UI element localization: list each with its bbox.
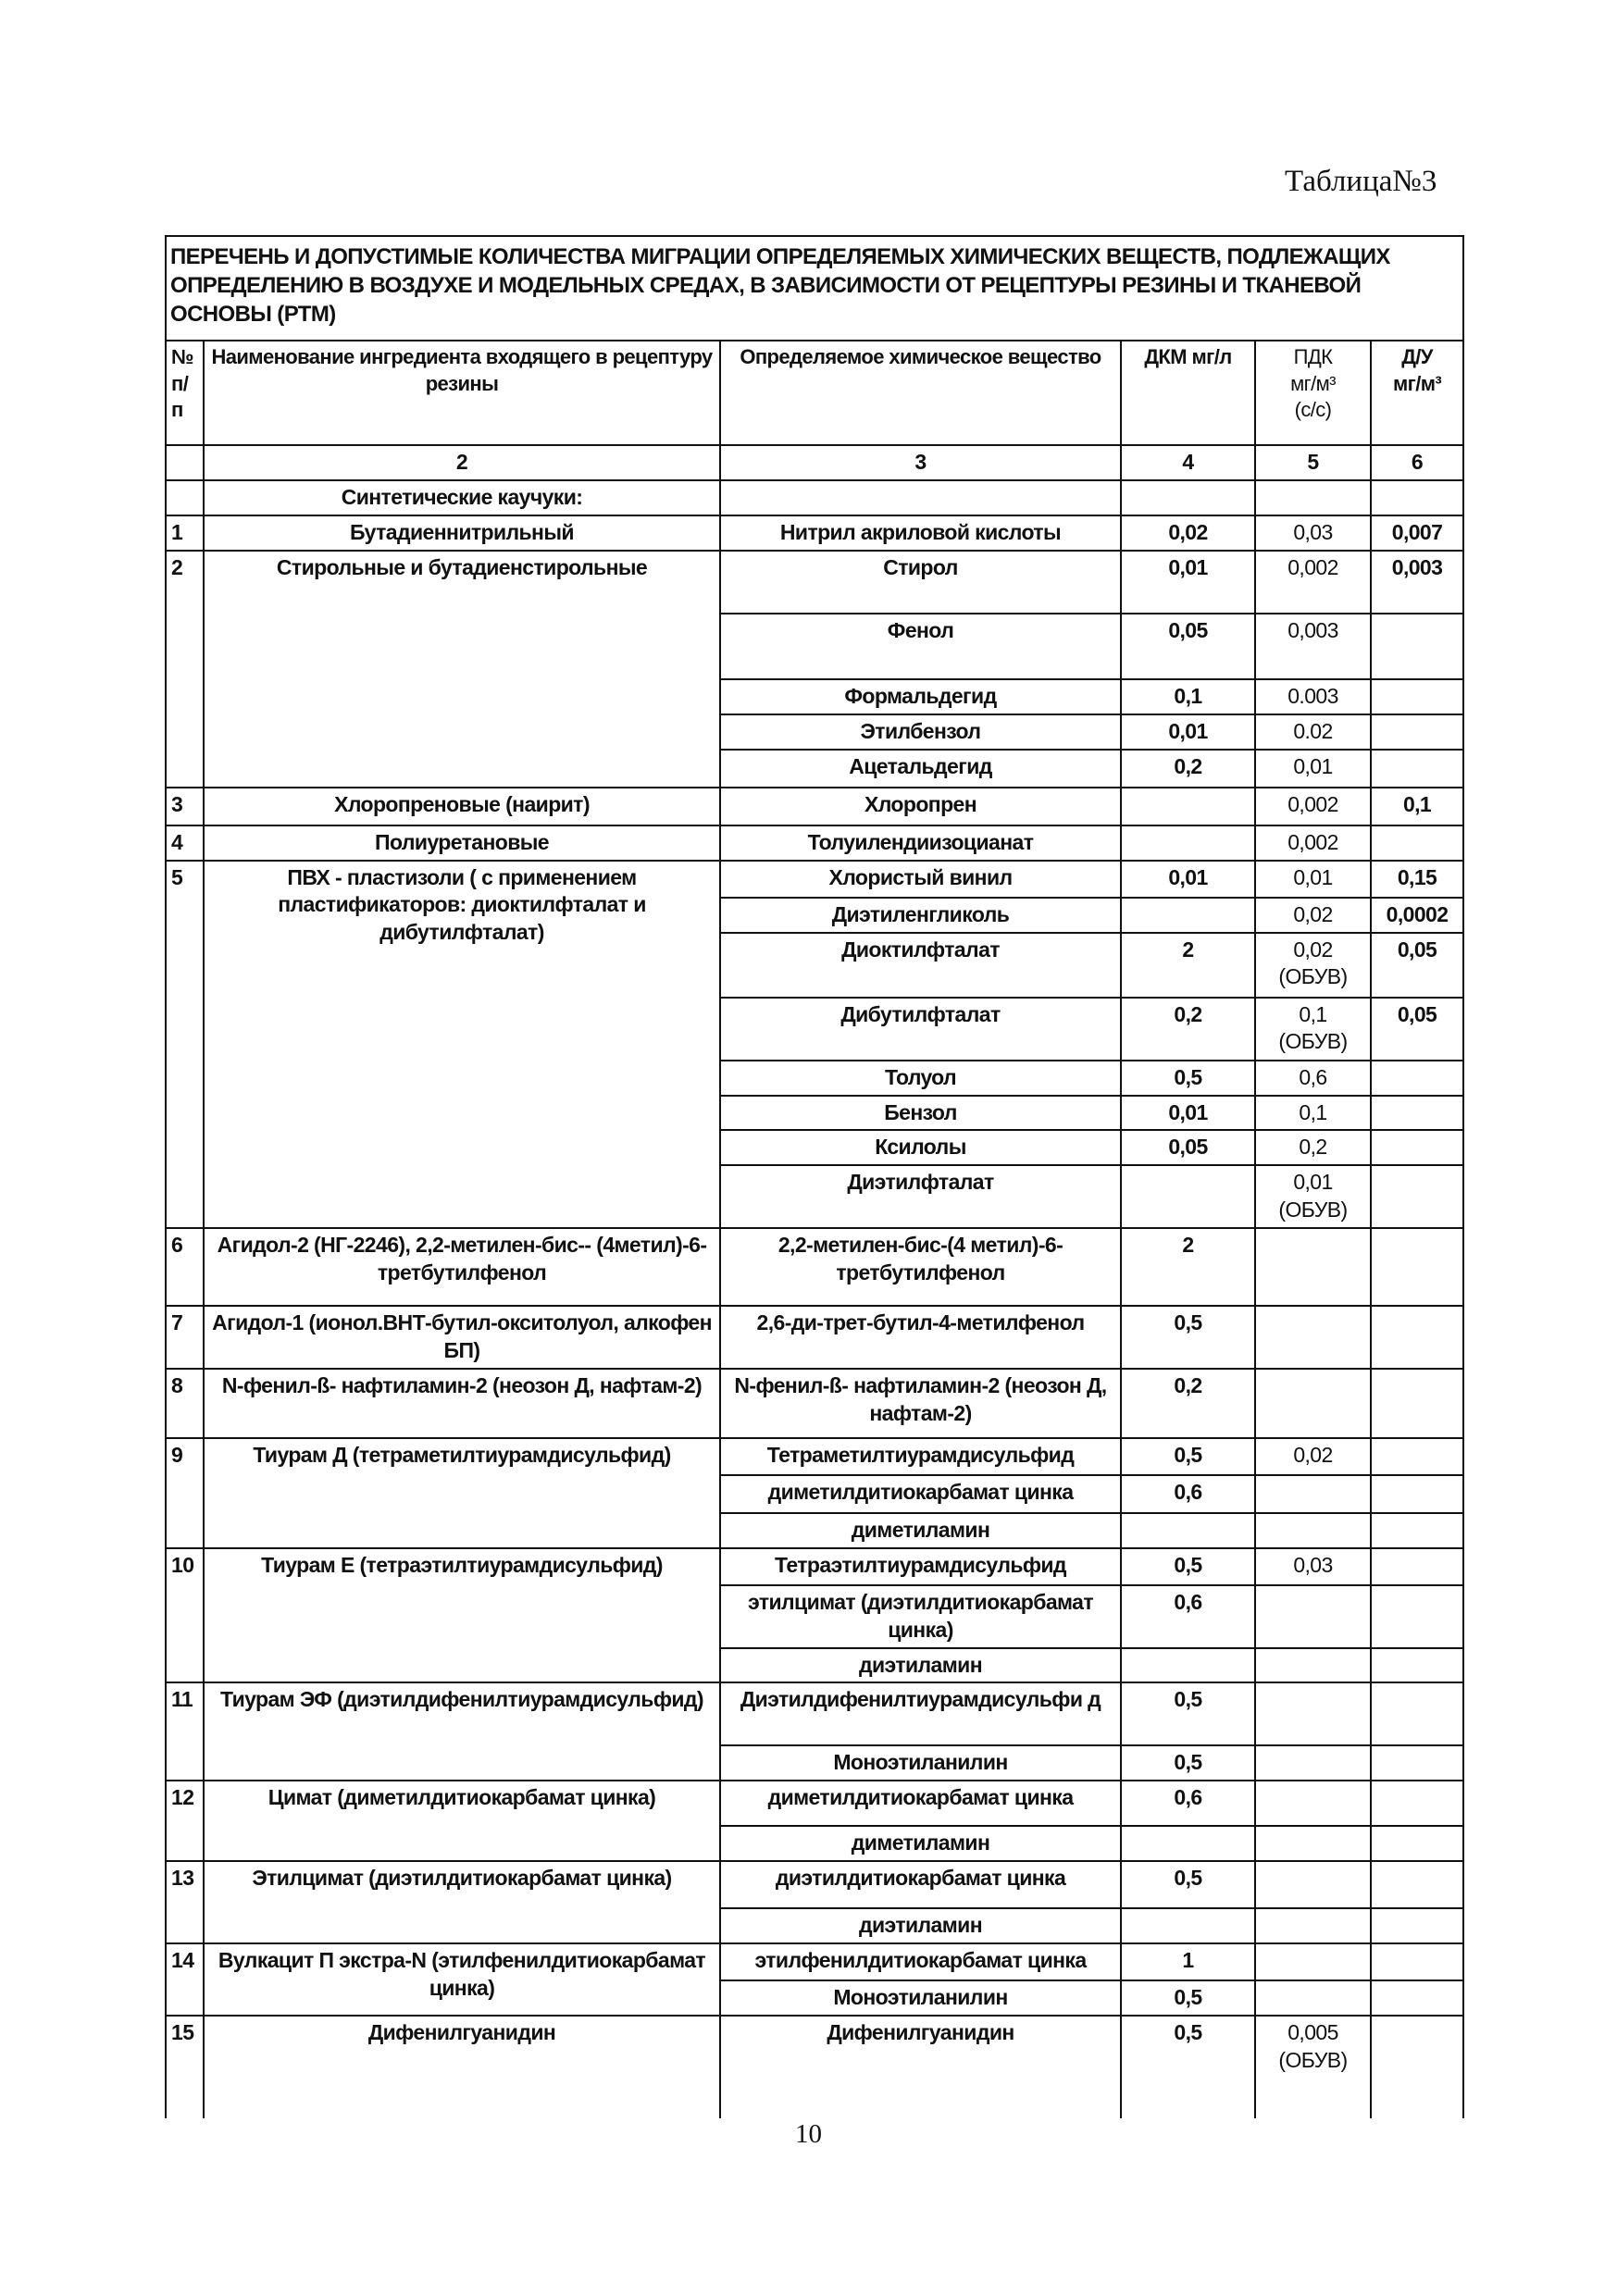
section-label: Синтетические каучуки: xyxy=(204,480,720,515)
substance: Моноэтиланилин xyxy=(720,1745,1121,1781)
du-value xyxy=(1371,1745,1463,1781)
substance: N-фенил-ß- нафтиламин-2 (неозон Д, нафтам-2) xyxy=(720,1369,1121,1438)
pdk-value: 0,6 xyxy=(1255,1061,1371,1096)
pdk-value: 0,03 xyxy=(1255,515,1371,551)
pdk-value xyxy=(1255,1513,1371,1548)
header-pdk: ПДК мг/м³ (с/с) xyxy=(1255,341,1371,445)
row-number: 9 xyxy=(166,1438,204,1548)
dkm-value: 0,5 xyxy=(1121,1745,1255,1781)
pdk-value: 0,01 (ОБУВ) xyxy=(1255,1165,1371,1228)
dkm-value: 0,1 xyxy=(1121,679,1255,714)
pdk-value xyxy=(1255,1648,1371,1683)
table-row xyxy=(166,1369,1463,1438)
du-value xyxy=(1371,1165,1463,1228)
dkm-value: 0,02 xyxy=(1121,515,1255,551)
section-number xyxy=(166,480,204,515)
dkm-value: 2 xyxy=(1121,933,1255,998)
dkm-value xyxy=(1121,1648,1255,1683)
table-row xyxy=(166,515,1463,551)
du-value xyxy=(1371,1585,1463,1648)
dkm-value: 0,5 xyxy=(1121,1306,1255,1369)
substance: Тетраметилтиурамдисульфид xyxy=(720,1438,1121,1475)
substance: диметиламин xyxy=(720,1513,1121,1548)
row-number: 15 xyxy=(166,2016,204,2118)
table-row xyxy=(166,1548,1463,1585)
dkm-value: 0,01 xyxy=(1121,551,1255,614)
migration-table xyxy=(165,235,1464,2118)
dkm-value: 0,2 xyxy=(1121,1369,1255,1438)
substance: диметиламин xyxy=(720,1826,1121,1861)
substance: Бензол xyxy=(720,1096,1121,1131)
dkm-value xyxy=(1121,788,1255,825)
header-substance: Определяемое химическое вещество xyxy=(720,341,1121,445)
row-number: 14 xyxy=(166,1943,204,2016)
ingredient-name: Агидол-2 (НГ-2246), 2,2-метилен-бис-- (4метил)-6-третбутилфенол xyxy=(204,1228,720,1306)
header-ingredient: Наименование ингредиента входящего в рецептуру резины xyxy=(204,341,720,445)
substance: Толуилендиизоцианат xyxy=(720,825,1121,861)
pdk-value xyxy=(1255,1861,1371,1908)
substance: Ацетальдегид xyxy=(720,750,1121,788)
row-number: 1 xyxy=(166,515,204,551)
dkm-value: 0,2 xyxy=(1121,750,1255,788)
dkm-value xyxy=(1121,1908,1255,1943)
substance: Ксилолы xyxy=(720,1130,1121,1165)
table-label: Таблица№3 xyxy=(1285,165,1437,198)
pdk-value: 0.02 xyxy=(1255,714,1371,750)
du-value xyxy=(1371,1861,1463,1908)
pdk-value: 0,2 xyxy=(1255,1130,1371,1165)
pdk-value xyxy=(1255,1228,1371,1306)
dkm-value: 0,5 xyxy=(1121,1980,1255,2016)
dkm-value: 0,5 xyxy=(1121,1438,1255,1475)
substance: Хлористый винил xyxy=(720,861,1121,898)
du-value xyxy=(1371,1130,1463,1165)
pdk-value: 0.003 xyxy=(1255,679,1371,714)
du-value: 0,1 xyxy=(1371,788,1463,825)
du-value xyxy=(1371,1826,1463,1861)
table-row xyxy=(166,1861,1463,1908)
pdk-value: 0,02 xyxy=(1255,1438,1371,1475)
row-number: 13 xyxy=(166,1861,204,1943)
dkm-value: 0,05 xyxy=(1121,1130,1255,1165)
row-number: 11 xyxy=(166,1682,204,1781)
table-title: ПЕРЕЧЕНЬ И ДОПУСТИМЫЕ КОЛИЧЕСТВА МИГРАЦИИ ОПРЕДЕЛЯЕМЫХ ХИМИЧЕСКИХ ВЕЩЕСТВ, ПОДЛЕЖАЩИХ ОПРЕДЕЛЕНИЮ В ВОЗДУХЕ И МОДЕЛЬНЫХ СРЕДАХ, В ЗАВИСИМОСТИ ОТ РЕЦЕПТУРЫ РЕЗИНЫ И ТКАНЕВОЙ ОСНОВЫ (РТМ) xyxy=(166,236,1463,341)
row-number: 2 xyxy=(166,551,204,788)
table-row xyxy=(166,1306,1463,1369)
substance: диметилдитиокарбамат цинка xyxy=(720,1781,1121,1826)
dkm-value xyxy=(1121,898,1255,933)
ingredient-name: Дифенилгуанидин xyxy=(204,2016,720,2118)
pdk-value xyxy=(1255,1908,1371,1943)
du-value xyxy=(1371,714,1463,750)
pdk-value: 0,002 xyxy=(1255,788,1371,825)
dkm-value: 0,6 xyxy=(1121,1475,1255,1513)
dkm-value: 0,5 xyxy=(1121,1861,1255,1908)
table-row xyxy=(166,1228,1463,1306)
empty-cell xyxy=(1121,480,1255,515)
table-row xyxy=(166,1781,1463,1826)
ingredient-name: Агидол-1 (ионол.ВНТ-бутил-окситолуол, алкофен БП) xyxy=(204,1306,720,1369)
col-number-2: 2 xyxy=(204,445,720,480)
substance: Стирол xyxy=(720,551,1121,614)
pdk-value xyxy=(1255,1980,1371,2016)
dkm-value xyxy=(1121,1165,1255,1228)
dkm-value: 0,01 xyxy=(1121,714,1255,750)
substance: этилцимат (диэтилдитиокарбамат цинка) xyxy=(720,1585,1121,1648)
substance: Фенол xyxy=(720,614,1121,679)
substance: Нитрил акриловой кислоты xyxy=(720,515,1121,551)
substance: Дибутилфталат xyxy=(720,998,1121,1061)
substance: Диэтилдифенилтиурамдисульфи д xyxy=(720,1682,1121,1745)
du-value: 0,0002 xyxy=(1371,898,1463,933)
substance: Диэтиленгликоль xyxy=(720,898,1121,933)
table-row xyxy=(166,825,1463,861)
pdk-value: 0,003 xyxy=(1255,614,1371,679)
du-value xyxy=(1371,1513,1463,1548)
ingredient-name: N-фенил-ß- нафтиламин-2 (неозон Д, нафтам-2) xyxy=(204,1369,720,1438)
row-number: 7 xyxy=(166,1306,204,1369)
du-value xyxy=(1371,1306,1463,1369)
col-number-3: 3 xyxy=(720,445,1121,480)
dkm-value xyxy=(1121,825,1255,861)
substance: Этилбензол xyxy=(720,714,1121,750)
substance: диметилдитиокарбамат цинка xyxy=(720,1475,1121,1513)
row-number: 12 xyxy=(166,1781,204,1861)
table-row xyxy=(166,1438,1463,1475)
dkm-value: 0,2 xyxy=(1121,998,1255,1061)
row-number: 6 xyxy=(166,1228,204,1306)
du-value xyxy=(1371,1648,1463,1683)
du-value xyxy=(1371,1781,1463,1826)
du-value xyxy=(1371,1943,1463,1980)
du-value xyxy=(1371,1096,1463,1131)
pdk-value xyxy=(1255,1781,1371,1826)
du-value xyxy=(1371,1908,1463,1943)
table-row xyxy=(166,861,1463,898)
substance: Диоктилфталат xyxy=(720,933,1121,998)
du-value xyxy=(1371,1438,1463,1475)
ingredient-name: Хлоропреновые (наирит) xyxy=(204,788,720,825)
row-number: 10 xyxy=(166,1548,204,1683)
du-value: 0,05 xyxy=(1371,998,1463,1061)
pdk-value: 0,01 xyxy=(1255,861,1371,898)
header-du: Д/У мг/м³ xyxy=(1371,341,1463,445)
du-value: 0,003 xyxy=(1371,551,1463,614)
pdk-value: 0,002 xyxy=(1255,551,1371,614)
ingredient-name: Стирольные и бутадиенстирольные xyxy=(204,551,720,788)
du-value xyxy=(1371,2016,1463,2118)
ingredient-name: Тиурам ЭФ (диэтилдифенилтиурамдисульфид) xyxy=(204,1682,720,1781)
header-dkm: ДКМ мг/л xyxy=(1121,341,1255,445)
du-value xyxy=(1371,1682,1463,1745)
col-number-5: 5 xyxy=(1255,445,1371,480)
col-number-6: 6 xyxy=(1371,445,1463,480)
ingredient-name: Цимат (диметилдитиокарбамат цинка) xyxy=(204,1781,720,1861)
pdk-value xyxy=(1255,1826,1371,1861)
empty-cell xyxy=(1255,480,1371,515)
table-row xyxy=(166,788,1463,825)
du-value xyxy=(1371,1548,1463,1585)
table-row xyxy=(166,1943,1463,1980)
pdk-value: 0,1 (ОБУВ) xyxy=(1255,998,1371,1061)
dkm-value: 2 xyxy=(1121,1228,1255,1306)
substance: Дифенилгуанидин xyxy=(720,2016,1121,2118)
dkm-value: 0,6 xyxy=(1121,1585,1255,1648)
substance: диэтиламин xyxy=(720,1648,1121,1683)
header-number: № п/ п xyxy=(166,341,204,445)
substance: 2,2-метилен-бис-(4 метил)-6-третбутилфенол xyxy=(720,1228,1121,1306)
dkm-value: 0,01 xyxy=(1121,861,1255,898)
substance: диэтиламин xyxy=(720,1908,1121,1943)
pdk-value: 0,002 xyxy=(1255,825,1371,861)
substance: этилфенилдитиокарбамат цинка xyxy=(720,1943,1121,1980)
pdk-value xyxy=(1255,1682,1371,1745)
ingredient-name: ПВХ - пластизоли ( с применением пластификаторов: диоктилфталат и дибутилфталат) xyxy=(204,861,720,1229)
row-number: 5 xyxy=(166,861,204,1229)
dkm-value: 0,5 xyxy=(1121,1682,1255,1745)
col-number-1 xyxy=(166,445,204,480)
du-value xyxy=(1371,1980,1463,2016)
ingredient-name: Бутадиеннитрильный xyxy=(204,515,720,551)
pdk-value xyxy=(1255,1745,1371,1781)
ingredient-name: Тиурам Е (тетраэтилтиурамдисульфид) xyxy=(204,1548,720,1683)
substance: 2,6-ди-трет-бутил-4-метилфенол xyxy=(720,1306,1121,1369)
dkm-value: 1 xyxy=(1121,1943,1255,1980)
col-number-4: 4 xyxy=(1121,445,1255,480)
du-value xyxy=(1371,1369,1463,1438)
row-number: 8 xyxy=(166,1369,204,1438)
substance: Тетраэтилтиурамдисульфид xyxy=(720,1548,1121,1585)
ingredient-name: Полиуретановые xyxy=(204,825,720,861)
du-value xyxy=(1371,614,1463,679)
ingredient-name: Вулкацит П экстра-N (этилфенилдитиокарбамат цинка) xyxy=(204,1943,720,2016)
dkm-value: 0,6 xyxy=(1121,1781,1255,1826)
pdk-value: 0,02 (ОБУВ) xyxy=(1255,933,1371,998)
pdk-value xyxy=(1255,1306,1371,1369)
row-number: 3 xyxy=(166,788,204,825)
substance: Хлоропрен xyxy=(720,788,1121,825)
row-number: 4 xyxy=(166,825,204,861)
pdk-value: 0,01 xyxy=(1255,750,1371,788)
dkm-value: 0,5 xyxy=(1121,1061,1255,1096)
substance: Диэтилфталат xyxy=(720,1165,1121,1228)
du-value: 0,007 xyxy=(1371,515,1463,551)
substance: Моноэтиланилин xyxy=(720,1980,1121,2016)
ingredient-name: Этилцимат (диэтилдитиокарбамат цинка) xyxy=(204,1861,720,1943)
dkm-value: 0,05 xyxy=(1121,614,1255,679)
pdk-value: 0,005 (ОБУВ) xyxy=(1255,2016,1371,2118)
du-value xyxy=(1371,1061,1463,1096)
pdk-value xyxy=(1255,1475,1371,1513)
dkm-value xyxy=(1121,1826,1255,1861)
page-number: 10 xyxy=(795,2119,822,2149)
dkm-value: 0,5 xyxy=(1121,1548,1255,1585)
du-value xyxy=(1371,679,1463,714)
dkm-value xyxy=(1121,1513,1255,1548)
table-row xyxy=(166,1682,1463,1745)
substance: Формальдегид xyxy=(720,679,1121,714)
du-value xyxy=(1371,750,1463,788)
table-row xyxy=(166,2016,1463,2118)
du-value: 0,05 xyxy=(1371,933,1463,998)
substance: диэтилдитиокарбамат цинка xyxy=(720,1861,1121,1908)
pdk-value: 0,02 xyxy=(1255,898,1371,933)
substance: Толуол xyxy=(720,1061,1121,1096)
dkm-value: 0,01 xyxy=(1121,1096,1255,1131)
pdk-value xyxy=(1255,1585,1371,1648)
table-row xyxy=(166,551,1463,614)
pdk-value: 0,03 xyxy=(1255,1548,1371,1585)
empty-cell xyxy=(1371,480,1463,515)
ingredient-name: Тиурам Д (тетраметилтиурамдисульфид) xyxy=(204,1438,720,1548)
du-value: 0,15 xyxy=(1371,861,1463,898)
pdk-value xyxy=(1255,1943,1371,1980)
du-value xyxy=(1371,825,1463,861)
pdk-value xyxy=(1255,1369,1371,1438)
du-value xyxy=(1371,1228,1463,1306)
dkm-value: 0,5 xyxy=(1121,2016,1255,2118)
du-value xyxy=(1371,1475,1463,1513)
pdk-value: 0,1 xyxy=(1255,1096,1371,1131)
empty-cell xyxy=(720,480,1121,515)
